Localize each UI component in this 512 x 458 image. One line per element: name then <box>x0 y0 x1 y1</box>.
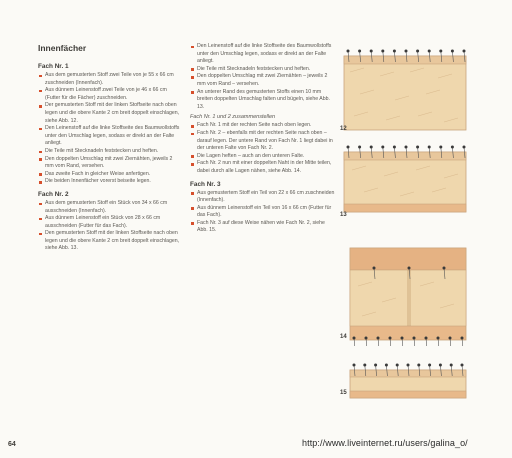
pin-head-icon <box>461 364 464 367</box>
list-item: Fach Nr. 2 nun mit einer doppelten Naht in der Mitte teilen, dabei durch alle Lagen nähen, siehe Abb. 14. <box>190 160 336 175</box>
middle-text-column <box>190 43 336 235</box>
figure-number: 13 <box>340 212 347 218</box>
pin-head-icon <box>363 364 366 367</box>
list-item: Aus dem gemusterten Stoff zwei Teile von je 55 x 66 cm zuschneiden (Innenfach). <box>38 72 182 87</box>
pin-head-icon <box>417 364 420 367</box>
fach-1-title: Fach Nr. 1 <box>38 63 69 70</box>
page-number: 64 <box>8 441 16 448</box>
pin-head-icon <box>416 50 419 53</box>
pin-head-icon <box>353 337 356 340</box>
section-heading: Innenfächer <box>38 43 87 53</box>
list-item: Den Leinenstoff auf die linke Stoffseite des Baumwollstoffs unter den Umschlag legen, sodass er direkt an der Falte anliegt. <box>190 43 336 66</box>
pin-head-icon <box>377 337 380 340</box>
fach-1-list <box>38 72 182 186</box>
fach-2-list <box>38 200 182 253</box>
pin-head-icon <box>463 146 466 149</box>
pin-head-icon <box>443 267 446 270</box>
pin-head-icon <box>428 364 431 367</box>
list-item: Das zweite Fach in gleicher Weise anfertigen. <box>38 171 182 179</box>
pin-head-icon <box>381 146 384 149</box>
pin-head-icon <box>370 50 373 53</box>
list-item: Den Leinenstoff auf die linke Stoffseite des Baumwollstoffs unter den Umschlag legen, sodass er direkt an der Falte anliegt. <box>38 125 182 148</box>
list-item: Die Lagen heften – auch an den unteren Falte. <box>190 153 336 161</box>
pin-head-icon <box>393 146 396 149</box>
pin-head-icon <box>408 267 411 270</box>
pin-head-icon <box>437 337 440 340</box>
figure-13 <box>340 138 472 229</box>
figure-number: 15 <box>340 390 347 396</box>
list-item: Fach Nr. 1 mit der rechten Seite nach oben legen. <box>190 122 336 130</box>
pin-head-icon <box>407 364 410 367</box>
fach-2-continued-list <box>190 43 336 111</box>
list-item: Aus dünnem Leinenstoff ein Teil von 16 x 66 cm (Futter für das Fach). <box>190 205 336 220</box>
assembly-subtitle: Fach Nr. 1 und 2 zusammenstellen <box>190 114 276 121</box>
figure-15 <box>340 356 472 409</box>
list-item: Fach Nr. 3 auf diese Weise nähen wie Fach Nr. 2, siehe Abb. 15. <box>190 220 336 235</box>
fach-3-title: Fach Nr. 3 <box>190 180 221 188</box>
pin-head-icon <box>428 50 431 53</box>
pin-head-icon <box>405 146 408 149</box>
figure-14-illustration <box>340 242 474 346</box>
pin-head-icon <box>463 50 466 53</box>
pin-head-icon <box>385 364 388 367</box>
pin-head-icon <box>358 50 361 53</box>
pin-head-icon <box>428 146 431 149</box>
pin-head-icon <box>416 146 419 149</box>
fach-2-title: Fach Nr. 2 <box>38 190 69 198</box>
pin-head-icon <box>365 337 368 340</box>
pin-head-icon <box>401 337 404 340</box>
list-item: Die Teile mit Stecknadeln feststecken und heften. <box>190 66 336 74</box>
pin-head-icon <box>393 50 396 53</box>
pin-head-icon <box>381 50 384 53</box>
assembly-list <box>190 122 336 175</box>
pin-head-icon <box>439 50 442 53</box>
figure-15-illustration <box>340 356 472 404</box>
list-item: Der gemusterten Stoff mit der linken Stoffseite nach oben legen und die obere Kante 2 cm breit doppelt einschlagen, siehe Abb. 12. <box>38 102 182 125</box>
list-item: Den gemusterten Stoff mit der linken Stoffseite nach oben legen und die obere Kante 2 cm breit doppelt einschlagen, siehe Abb. 13. <box>38 230 182 253</box>
figure-number: 14 <box>340 334 347 340</box>
list-item: Den doppelten Umschlag mit zwei Ziernähten – jeweils 2 mm vom Rand – versehen. <box>190 73 336 88</box>
list-item: An unterer Rand des gemusterten Stoffs einen 10 mm breiten doppelten Umschlag falten und bügeln, siehe Abb. 13. <box>190 89 336 112</box>
fach-3-list <box>190 190 336 236</box>
list-item: Den doppelten Umschlag mit zwei Ziernähten, jeweils 2 mm vom Rand, versehen. <box>38 156 182 171</box>
list-item: Aus dünnem Leinenstoff zwei Teile von je 46 x 66 cm (Futter für die Fächer) zuschneiden. <box>38 87 182 102</box>
list-item: Die beiden Innenfächer vorerst beiseite legen. <box>38 178 182 186</box>
url-watermark: http://www.liveinternet.ru/users/galina_o/ <box>302 438 468 448</box>
left-text-column <box>38 43 182 253</box>
pin-head-icon <box>451 50 454 53</box>
pin-head-icon <box>370 146 373 149</box>
pin-head-icon <box>405 50 408 53</box>
pin-head-icon <box>347 50 350 53</box>
list-item: Die Teile mit Stecknadeln feststecken und heften. <box>38 148 182 156</box>
pin-head-icon <box>461 337 464 340</box>
pin-head-icon <box>449 337 452 340</box>
figure-number: 12 <box>340 126 347 132</box>
list-item: Aus dünnem Leinenstoff ein Stück von 28 x 66 cm ausschneiden (Futter für das Fach). <box>38 215 182 230</box>
pin-head-icon <box>413 337 416 340</box>
list-item: Aus gemustertem Stoff ein Teil von 22 x 66 cm zuschneiden (Innenfach). <box>190 190 336 205</box>
pin-head-icon <box>353 364 356 367</box>
pin-head-icon <box>374 364 377 367</box>
pin-head-icon <box>358 146 361 149</box>
list-item: Fach Nr. 2 – ebenfalls mit der rechten Seite nach oben – darauf legen. Der untere Rand von Fach Nr. 1 liegt dabei in der unteren Falte von Fach Nr. 2. <box>190 130 336 153</box>
pin-head-icon <box>425 337 428 340</box>
pin-head-icon <box>451 146 454 149</box>
pin-head-icon <box>347 146 350 149</box>
pin-head-icon <box>396 364 399 367</box>
figure-12 <box>340 42 472 139</box>
figure-12-illustration <box>340 42 472 134</box>
pin-head-icon <box>439 146 442 149</box>
figure-14 <box>340 242 474 351</box>
list-item: Aus dem gemusterten Stoff ein Stück von 34 x 66 cm ausschneiden (Innenfach). <box>38 200 182 215</box>
pin-head-icon <box>439 364 442 367</box>
figure-13-illustration <box>340 138 472 224</box>
pin-head-icon <box>373 267 376 270</box>
pin-head-icon <box>389 337 392 340</box>
pin-head-icon <box>450 364 453 367</box>
